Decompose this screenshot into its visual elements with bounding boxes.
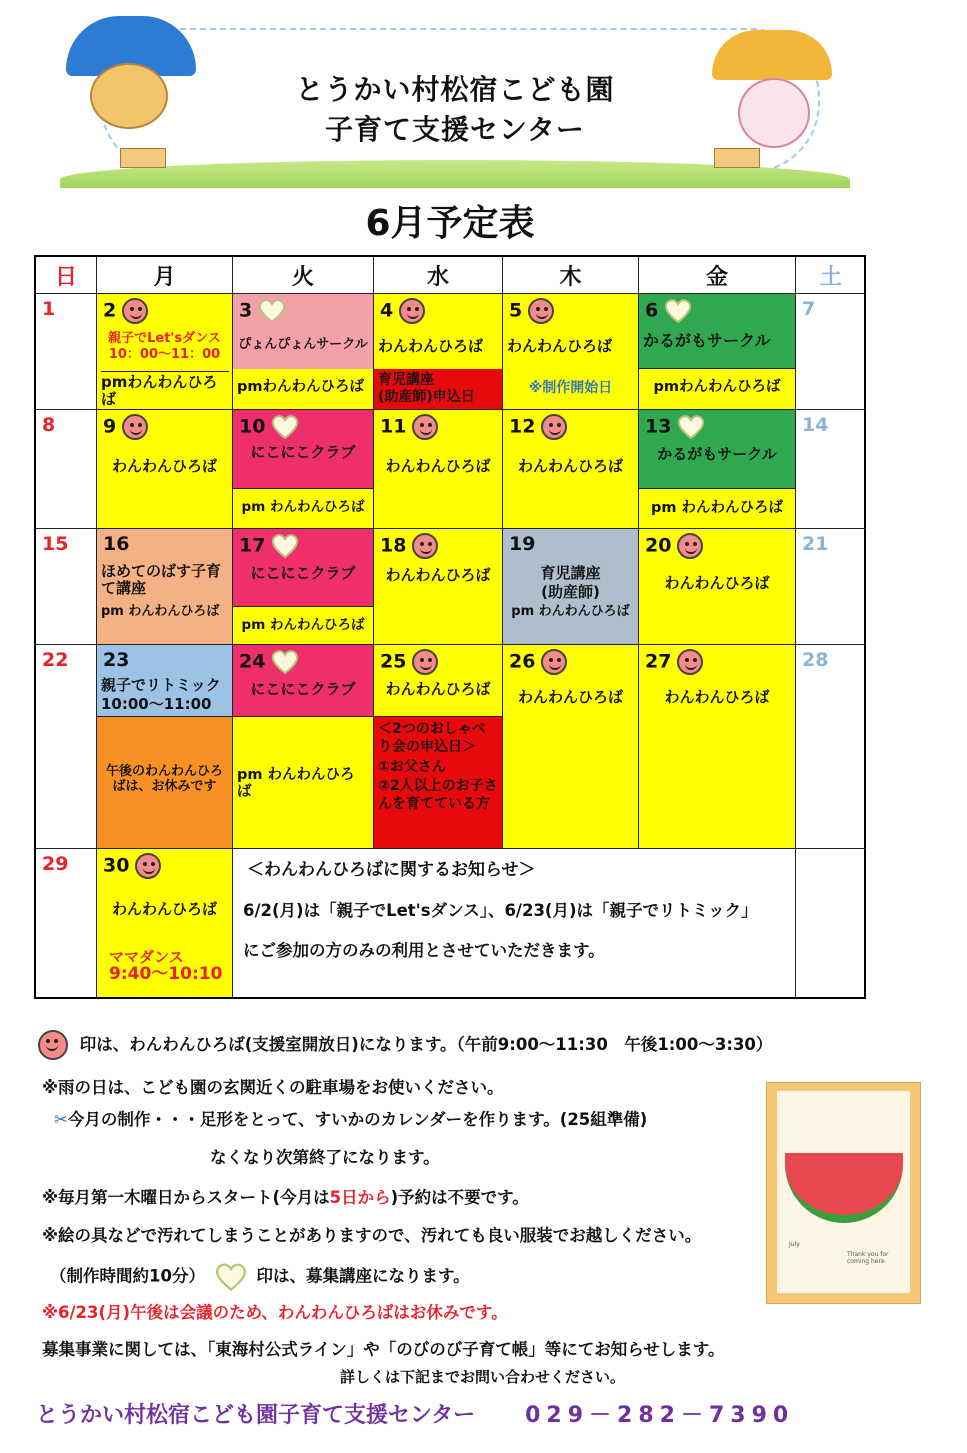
event-signup-option: ②2人以上のお子さんを育てている方: [378, 778, 498, 812]
header-banner: [60, 8, 850, 188]
day-number: 3: [239, 298, 286, 324]
smile-icon: [135, 853, 161, 879]
day-cell-pm: [233, 607, 374, 645]
event-note: 午後のわんわんひろばは、お休みです: [105, 764, 223, 794]
notice-line: 6/2(月)は「親子でLet'sダンス」、6/23(月)は「親子でリトミック」: [243, 901, 758, 920]
day-number: 2: [103, 298, 148, 324]
day-number: 29: [42, 853, 69, 875]
day-cell-pm: [639, 369, 796, 410]
event-title: かるがもサークル: [657, 445, 777, 463]
event-title: ママダンス: [109, 948, 184, 966]
closed-note: ※6/23(月)午後は会議のため、わんわんひろばはお休みです。: [42, 1303, 508, 1322]
event-pm: pm わんわんひろば: [241, 617, 365, 633]
footer-phone[interactable]: 029－282－7390: [525, 1403, 795, 1428]
calendar-grid: [34, 255, 866, 999]
heart-icon: [271, 649, 299, 675]
weekday-sat: 土: [796, 257, 866, 294]
smile-icon: [412, 533, 438, 559]
event-lecture: 育児講座: [378, 372, 434, 388]
event-title: わんわんひろば: [385, 566, 491, 584]
event-signup-option: ①お父さん: [378, 759, 446, 775]
event-title: 親子でLet'sダンス: [108, 331, 221, 346]
weekday-tue: 火: [233, 257, 374, 294]
smile-icon: [541, 649, 567, 675]
weekday-thu: 木: [503, 257, 639, 294]
smile-icon: [541, 414, 567, 440]
event-title: にこにこクラブ: [250, 564, 356, 582]
day-cell: [503, 294, 639, 410]
smile-icon: [122, 298, 148, 324]
day-cell-pm: [233, 717, 374, 849]
event-title: わんわんひろば: [378, 337, 484, 355]
day-cell: [36, 410, 97, 529]
day-number: 30: [103, 853, 161, 879]
notice-line: にご参加の方のみの利用とさせていただきます。: [243, 941, 605, 960]
day-number: 4: [380, 298, 425, 324]
weekday-mon: 月: [97, 257, 233, 294]
day-cell-pm: [233, 369, 374, 410]
event-lecture: 育児講座: [540, 564, 601, 582]
day-cell: [36, 645, 97, 849]
house-icon: [120, 148, 166, 168]
event-title: わんわんひろば: [664, 574, 770, 592]
day-cell-pm: [97, 717, 233, 849]
house-icon: [714, 148, 760, 168]
center-subtitle: 子育て支援センター: [325, 113, 585, 146]
craft-note: ✂今月の制作・・・足形をとって、すいかのカレンダーを作ります。(25組準備): [54, 1110, 648, 1129]
heart-legend: （制作時間約10分） 印は、募集講座になります。: [50, 1262, 470, 1292]
day-number: 11: [380, 414, 438, 440]
rain-note: ※雨の日は、こども園の玄関近くの駐車場をお使いください。: [42, 1078, 504, 1097]
day-number: 22: [42, 649, 69, 671]
heart-icon: [258, 298, 286, 324]
smile-icon: [528, 298, 554, 324]
smile-icon: [677, 533, 703, 559]
center-name: とうかい村松宿こども園: [295, 73, 615, 106]
smile-legend: 印は、わんわんひろば(支援室開放日)になります。（午前9:00～11:30 午後1:00～3:30）: [38, 1030, 772, 1060]
day-cell: [503, 645, 639, 849]
event-pm: pm わんわんひろば: [101, 604, 220, 619]
day-cell: [233, 645, 374, 717]
event-title: わんわんひろば: [385, 680, 491, 698]
day-number: 17: [239, 533, 299, 559]
day-cell: [374, 529, 503, 645]
event-pm: pmわんわんひろば: [237, 379, 364, 395]
event-title: わんわんひろば: [664, 688, 770, 706]
day-cell: [796, 294, 866, 410]
event-lecture-detail: (助産師)申込日: [378, 389, 475, 405]
clothing-note: ※絵の具などで汚れてしまうことがありますので、汚れても良い服装でお越しください。: [42, 1226, 702, 1245]
day-number: 8: [42, 414, 56, 436]
day-number: 12: [509, 414, 567, 440]
heart-icon: [271, 533, 299, 559]
weekday-wed: 水: [374, 257, 503, 294]
event-pm: pm わんわんひろば: [237, 767, 355, 800]
event-title: わんわんひろば: [517, 457, 623, 475]
event-title: わんわんひろば: [385, 457, 491, 475]
day-cell: [639, 529, 796, 645]
day-cell: [503, 529, 639, 645]
event-title: にこにこクラブ: [250, 680, 356, 698]
event-title: わんわんひろば: [111, 900, 217, 918]
event-pm: pm わんわんひろば: [650, 500, 784, 516]
smile-icon: [677, 649, 703, 675]
day-cell: [639, 410, 796, 489]
event-lecture-detail: (助産師): [541, 583, 600, 601]
day-cell: [374, 410, 503, 529]
event-title: ぴょんぴょんサークル: [238, 337, 368, 352]
event-title: にこにこクラブ: [250, 443, 356, 461]
day-number: 9: [103, 414, 148, 440]
day-cell: [796, 529, 866, 645]
day-cell: [97, 294, 233, 410]
event-title: わんわんひろば: [507, 337, 613, 355]
day-cell: [796, 410, 866, 529]
event-pm: pmわんわんひろば: [653, 379, 781, 395]
event-title: わんわんひろば: [111, 457, 217, 475]
day-cell: [97, 529, 233, 645]
notice-title: ＜わんわんひろばに関するお知らせ＞: [247, 860, 536, 880]
footer-name: とうかい村松宿こども園子育て支援センター: [36, 1403, 476, 1428]
heart-icon: [215, 1262, 247, 1292]
day-cell: [796, 645, 866, 849]
recruit-note: 募集事業に関しては、「東海村公式ライン」や「のびのび子育て帳」等にてお知らせします。: [42, 1340, 725, 1359]
day-cell: [233, 410, 374, 489]
day-number: 7: [802, 298, 816, 320]
month-title: 6月予定表: [365, 203, 535, 244]
day-number: 28: [802, 649, 829, 671]
smile-icon: [38, 1030, 68, 1060]
day-cell-pm: [374, 369, 503, 410]
watermelon-footprint-image: [785, 1153, 903, 1223]
day-number: 5: [509, 298, 554, 324]
footer-contact: [36, 1398, 794, 1429]
day-number: 23: [103, 649, 130, 671]
day-number: 10: [239, 414, 299, 440]
day-cell: [97, 410, 233, 529]
day-cell: [503, 410, 639, 529]
day-number: 26: [509, 649, 567, 675]
day-number: 21: [802, 533, 829, 555]
event-title: ほめてのばす子育て講座: [101, 562, 222, 598]
weekday-fri: 金: [639, 257, 796, 294]
day-cell: [36, 294, 97, 410]
event-title: かるがもサークル: [643, 331, 771, 350]
smile-icon: [399, 298, 425, 324]
day-cell: [36, 529, 97, 645]
day-number: 20: [645, 533, 703, 559]
heart-icon: [677, 414, 705, 440]
day-number: 24: [239, 649, 299, 675]
smile-icon: [412, 414, 438, 440]
heart-icon: [664, 298, 692, 324]
day-number: 13: [645, 414, 705, 440]
day-cell: [233, 529, 374, 607]
smile-icon: [412, 649, 438, 675]
day-cell-pm: [374, 717, 503, 849]
day-cell: [374, 645, 503, 717]
start-note: ※毎月第一木曜日からスタート(今月は5日から)予約は不要です。: [42, 1188, 529, 1207]
craft-sample-photo: [766, 1082, 921, 1304]
event-pm: pm わんわんひろば: [241, 499, 365, 515]
day-number: 27: [645, 649, 703, 675]
event-time: 10:00～11:00: [101, 695, 212, 713]
event-time: 10：00～11：00: [108, 347, 221, 362]
day-number: 16: [103, 533, 130, 555]
weekday-sun: 日: [36, 257, 97, 294]
photo-caption: Thank you for coming here: [847, 1251, 889, 1265]
craft-note-detail: なくなり次第終了になります。: [210, 1148, 440, 1167]
day-cell: [796, 849, 866, 997]
day-number: 15: [42, 533, 69, 555]
event-time: 9:40～10:10: [109, 964, 223, 984]
heart-icon: [271, 414, 299, 440]
day-number: 1: [42, 298, 56, 320]
event-title: 親子でリトミック: [101, 676, 221, 694]
day-number: 14: [802, 414, 829, 436]
day-cell-pm: [639, 489, 796, 529]
event-pm: pm わんわんひろば: [511, 604, 630, 619]
smile-icon: [122, 414, 148, 440]
day-number: 6: [645, 298, 692, 324]
event-title: わんわんひろば: [517, 688, 623, 706]
event-pm: pmわんわんひろば: [101, 371, 229, 409]
day-cell: [639, 294, 796, 369]
day-number: 19: [509, 533, 536, 555]
day-cell-pm: [233, 489, 374, 529]
day-cell: [639, 645, 796, 849]
day-cell: [97, 849, 233, 997]
event-note: ※制作開始日: [528, 380, 613, 396]
day-cell: [97, 645, 233, 717]
event-signup: ＜2つのおしゃべり会の申込日＞: [378, 721, 486, 755]
notice-box: [233, 849, 796, 997]
scissors-icon: ✂: [54, 1110, 68, 1129]
inquiry-note: 詳しくは下記までお問い合わせください。: [340, 1368, 626, 1386]
day-cell: [36, 849, 97, 997]
photo-month: July: [789, 1241, 800, 1248]
day-number: 25: [380, 649, 438, 675]
day-number: 18: [380, 533, 438, 559]
